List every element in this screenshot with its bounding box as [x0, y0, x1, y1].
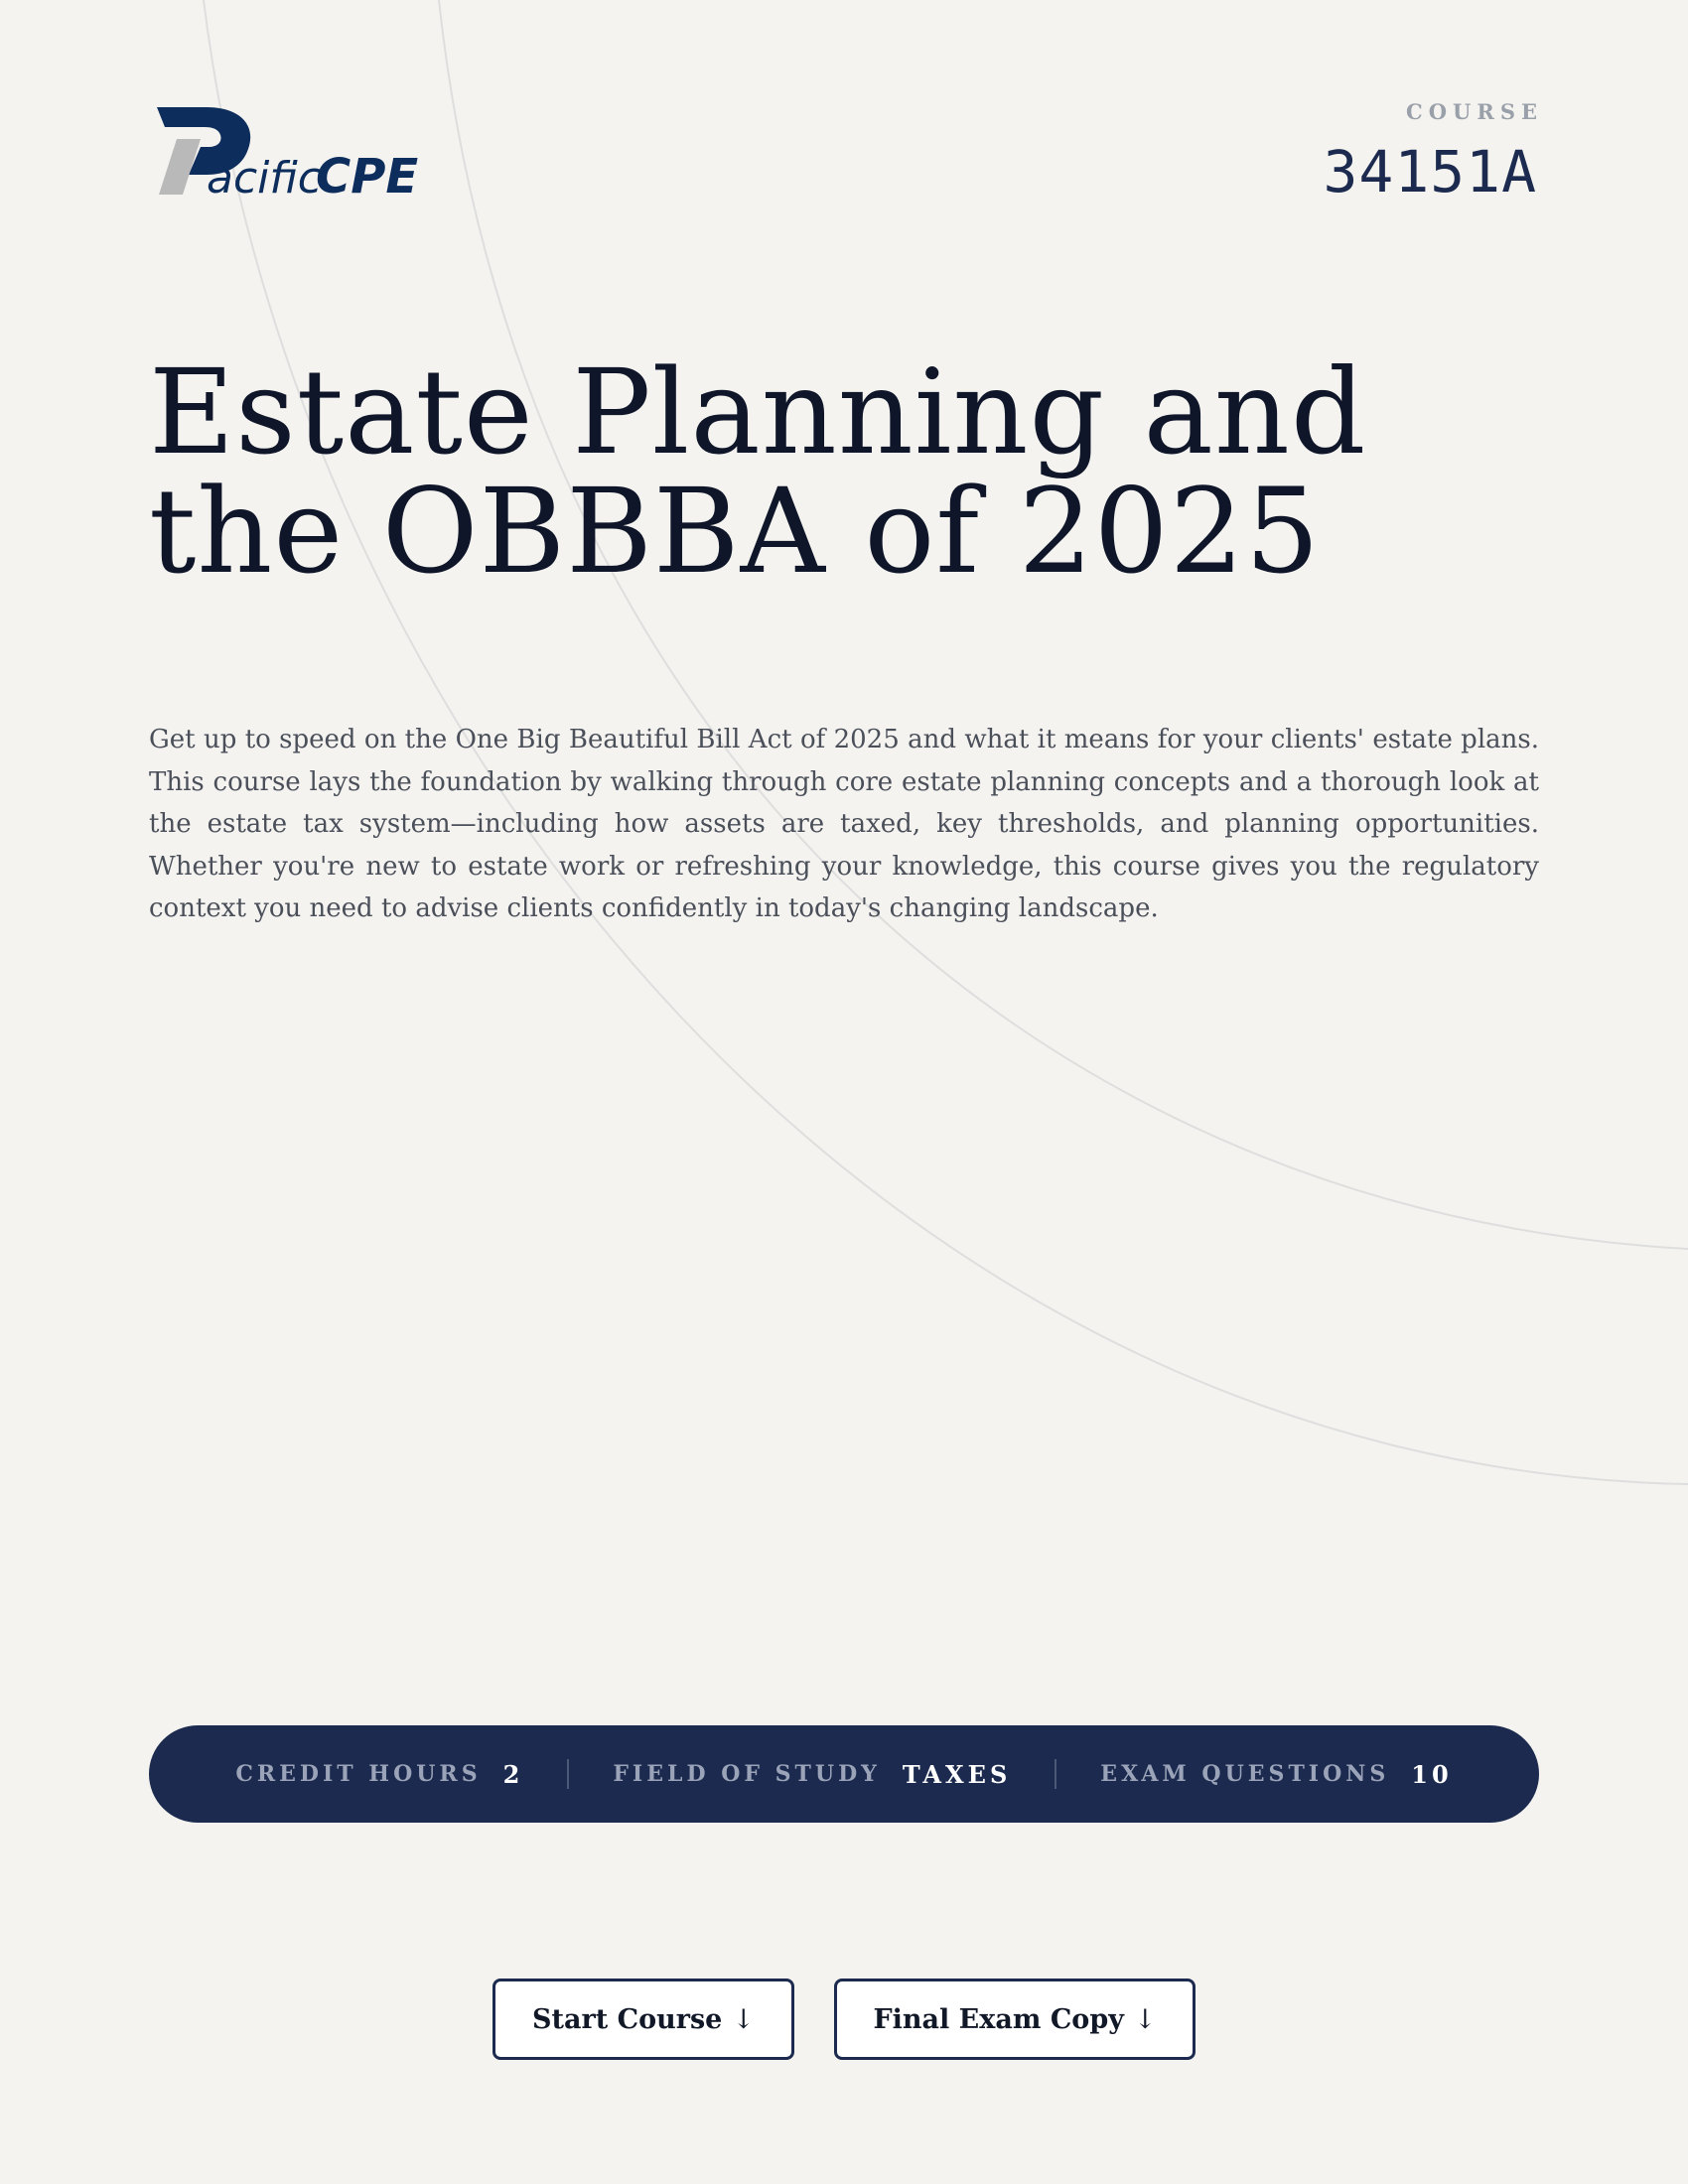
logo-text-suffix: CPE [316, 149, 419, 205]
stat-field-of-study [613, 1760, 1011, 1789]
course-id-block [1323, 99, 1543, 205]
title-line-2: the OBBBA of 2025 [149, 463, 1321, 600]
course-stats-bar [149, 1725, 1539, 1823]
course-description: Get up to speed on the One Big Beautiful Bill Act of 2025 and what it means for your clients' estate plans. This course lays the foundation by walking through core estate planning concepts and a thorough look at the estate tax system—including how assets are taxed, key thresholds, and planning opportunities. Whether you're new to estate work or refreshing your knowledge, this course gives you the regulatory context you need to advise clients confidently in today's changing landscape. [149, 725, 1539, 923]
stat-label: EXAM QUESTIONS [1100, 1761, 1390, 1787]
final-exam-copy-label: Final Exam Copy [873, 2003, 1124, 2035]
logo-text-prefix: acific [207, 153, 322, 204]
page-title [149, 343, 1440, 600]
stat-label: CREDIT HOURS [235, 1761, 482, 1787]
pacificcpe-logo [149, 99, 419, 205]
course-label: COURSE [1406, 99, 1543, 124]
arrow-down-icon: ↓ [732, 2003, 755, 2035]
stat-label: FIELD OF STUDY [613, 1761, 881, 1787]
stat-exam-questions [1100, 1760, 1452, 1789]
action-buttons [0, 1979, 1688, 2060]
course-number: 34151A [1323, 138, 1537, 205]
start-course-button[interactable] [492, 1979, 794, 2060]
stat-divider [1055, 1759, 1056, 1789]
stat-value: 10 [1411, 1759, 1453, 1789]
final-exam-copy-button[interactable] [834, 1979, 1196, 2060]
stat-value: 2 [502, 1759, 524, 1789]
stat-value: TAXES [902, 1759, 1012, 1789]
title-line-1: Estate Planning and [149, 343, 1367, 480]
start-course-label: Start Course [532, 2003, 723, 2035]
stat-credit-hours [235, 1760, 523, 1789]
stat-divider [567, 1759, 569, 1789]
arrow-down-icon: ↓ [1133, 2003, 1157, 2035]
